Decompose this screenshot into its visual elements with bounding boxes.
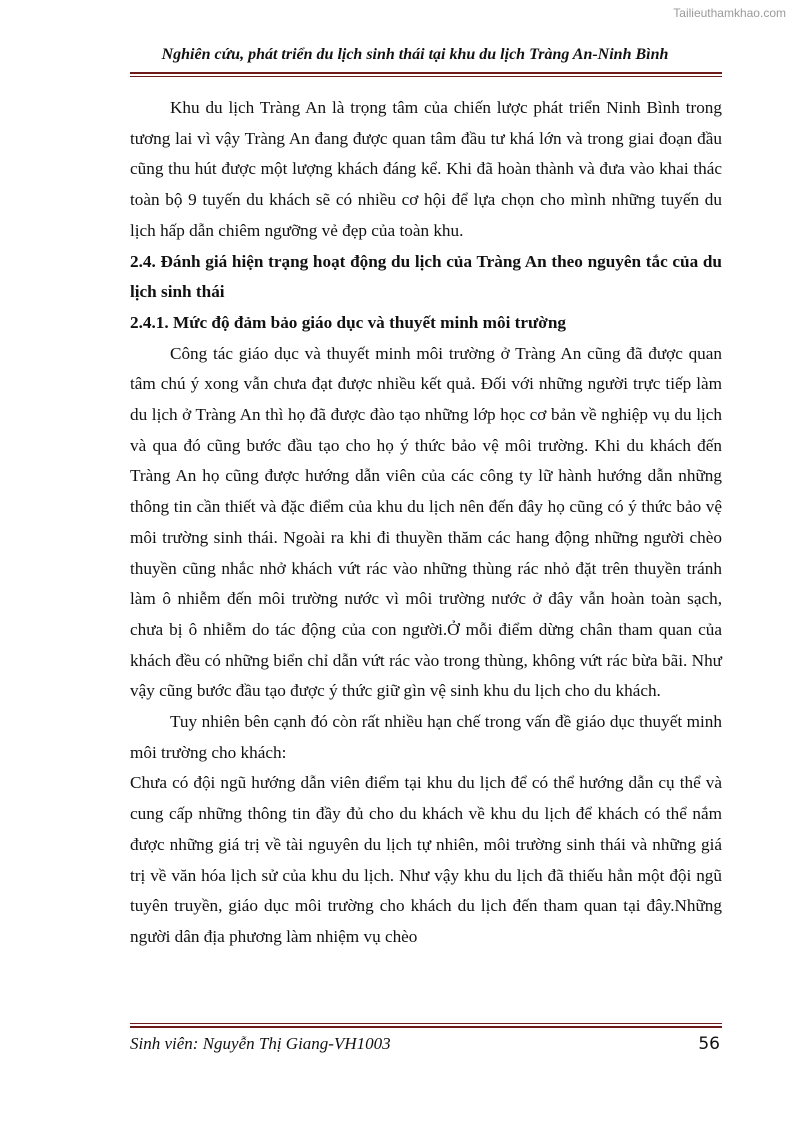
page-number: 56	[698, 1034, 720, 1054]
header-rule-thin	[130, 76, 722, 77]
page-header-title: Nghiên cứu, phát triển du lịch sinh thái tại khu du lịch Tràng An-Ninh Bình	[161, 46, 669, 63]
footer-rule-thick	[130, 1026, 722, 1028]
paragraph-intro: Khu du lịch Tràng An là trọng tâm của chiến lược phát triển Ninh Bình trong tương lai vì vậy Tràng An đang được quan tâm đầu tư khá lớn và trong giai đoạn đầu cũng thu hút được một lượng khách đáng kể. Khi đã hoàn thành và đưa vào khai thác toàn bộ 9 tuyến du khách sẽ có nhiều cơ hội để lựa chọn cho mình những tuyến du lịch hấp dẫn chiêm ngưỡng vẻ đẹp của toàn khu.	[130, 98, 722, 240]
subsection-heading-2-4-1: 2.4.1. Mức độ đảm bảo giáo dục và thuyết minh môi trường	[130, 312, 566, 332]
footer-student: Sinh viên: Nguyễn Thị Giang-VH1003	[130, 1034, 391, 1053]
section-heading-2-4: 2.4. Đánh giá hiện trạng hoạt động du lịch của Tràng An theo nguyên tắc của du lịch sinh thái	[130, 251, 722, 302]
paragraph-education: Công tác giáo dục và thuyết minh môi trường ở Tràng An cũng đã được quan tâm chú ý xong vẫn chưa đạt được nhiều kết quả. Đối với những người trực tiếp làm du lịch ở Tràng An thì họ đã được đào tạo những lớp học cơ bản về nghiệp vụ du lịch và qua đó cũng bước đầu tạo cho họ ý thức bảo vệ môi trường. Khi du khách đến Tràng An họ cũng được hướng dẫn viên của các công ty lữ hành hướng dẫn những thông tin cần thiết và đặc điểm của khu du lịch nên đến đây họ cũng có ý thức bảo vệ môi trường sinh thái. Ngoài ra khi đi thuyền thăm các hang động những người chèo thuyền cũng nhắc nhở khách vứt rác vào những thùng rác nhỏ đặt trên thuyền tránh làm ô nhiễm đến môi trường nước vì môi trường nước ở đây vẫn hoàn toàn sạch, chưa bị ô nhiễm do tác động của con người.Ở mỗi điểm dừng chân tham quan của khách đều có những biển chỉ dẫn vứt rác vào trong thùng, không vứt rác bừa bãi. Như vậy cũng bước đầu tạo được ý thức giữ gìn vệ sinh khu du lịch cho du khách.	[130, 343, 722, 701]
page-body	[130, 93, 722, 953]
header-rule-thick	[130, 72, 722, 74]
paragraph-limitations: Chưa có đội ngũ hướng dẫn viên điểm tại khu du lịch để có thể hướng dẫn cụ thể và cung cấp những thông tin đầy đủ cho du khách về khu du lịch để khách có thể nắm được những giá trị về tài nguyên du lịch tự nhiên, môi trường sinh thái và những giá trị về văn hóa lịch sử của khu du lịch. Như vậy khu du lịch đã thiếu hẳn một đội ngũ tuyên truyền, giáo dục môi trường cho khách du lịch đến tham quan tại đây.Những người dân địa phương làm nhiệm vụ chèo	[130, 773, 722, 946]
footer-rule-thin	[130, 1023, 722, 1024]
paragraph-limitations-intro: Tuy nhiên bên cạnh đó còn rất nhiều hạn chế trong vấn đề giáo dục thuyết minh môi trường cho khách:	[130, 712, 722, 762]
watermark: Tailieuthamkhao.com	[673, 6, 786, 20]
